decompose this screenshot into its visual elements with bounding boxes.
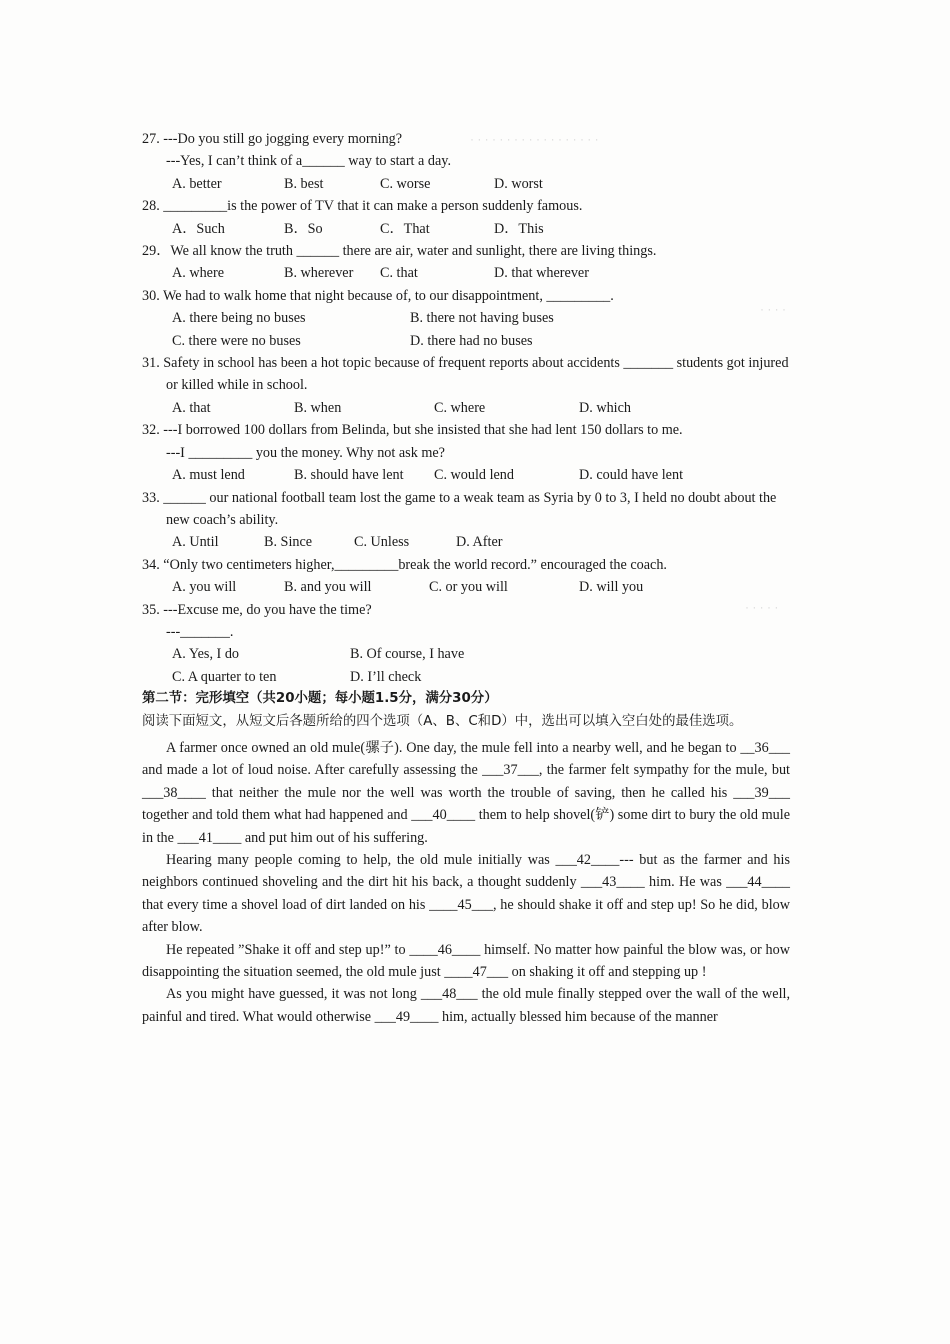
option: A. Until bbox=[172, 534, 219, 551]
option: C. that bbox=[380, 265, 418, 282]
passage-paragraph: Hearing many people coming to help, the old mule initially was ___42____--- but as the farmer and his neighbors continued shoveling and the dirt hit his back, a thought suddenly ___43____ him. He was ___44____ that every time a shovel load of dirt landed on his ____45___, he should shake it off and step up! So he did, blow after blow. bbox=[142, 852, 790, 936]
question-35 bbox=[142, 599, 790, 689]
question-line: 34. “Only two centimeters higher,_________break the world record.” encouraged the coach. bbox=[142, 556, 667, 573]
question-line: ---_______. bbox=[166, 623, 234, 640]
option: A. you will bbox=[172, 579, 237, 596]
option: D. After bbox=[456, 534, 503, 551]
option-row bbox=[142, 218, 790, 240]
option-row bbox=[142, 666, 790, 688]
option: B. should have lent bbox=[294, 467, 404, 484]
option: D．This bbox=[494, 220, 544, 237]
option: C. where bbox=[434, 399, 486, 416]
option: B. and you will bbox=[284, 579, 372, 596]
option: A．Such bbox=[172, 220, 225, 237]
question-31 bbox=[142, 352, 790, 419]
option-row bbox=[142, 330, 790, 352]
option: C．That bbox=[380, 220, 430, 237]
option: D. worst bbox=[494, 175, 543, 192]
question-33 bbox=[142, 487, 790, 554]
option: B. wherever bbox=[284, 265, 354, 282]
option: C. Unless bbox=[354, 534, 410, 551]
option-row bbox=[142, 464, 790, 486]
cloze-passage bbox=[142, 737, 790, 1028]
option: D. which bbox=[579, 399, 632, 416]
option-row bbox=[142, 262, 790, 284]
option: B. best bbox=[284, 175, 324, 192]
option-row bbox=[142, 173, 790, 195]
option: A. where bbox=[172, 265, 224, 282]
option: D. will you bbox=[579, 579, 644, 596]
bleed-through-mark: · · · · · · · · · · · · · · · · · · bbox=[470, 132, 599, 146]
question-28 bbox=[142, 195, 790, 240]
bleed-through-mark: · · · · bbox=[760, 302, 786, 316]
option-row bbox=[142, 576, 790, 598]
option: C. there were no buses bbox=[172, 332, 301, 349]
question-30 bbox=[142, 285, 790, 352]
question-line: 35. ---Excuse me, do you have the time? bbox=[142, 601, 372, 618]
question-line: ---I _________ you the money. Why not ask me? bbox=[166, 444, 445, 461]
option: D. that wherever bbox=[494, 265, 589, 282]
question-line: 29．We all know the truth ______ there are air, water and sunlight, there are living things. bbox=[142, 243, 657, 260]
option: B．So bbox=[284, 220, 323, 237]
option: C. would lend bbox=[434, 467, 514, 484]
option: C. worse bbox=[380, 175, 431, 192]
question-line: 28. _________is the power of TV that it can make a person suddenly famous. bbox=[142, 198, 583, 215]
option-row bbox=[142, 307, 790, 329]
option: A. must lend bbox=[172, 467, 245, 484]
exam-content bbox=[142, 128, 790, 1028]
question-line: 32. ---I borrowed 100 dollars from Belinda, but she insisted that she had lent 150 dollars to me. bbox=[142, 422, 683, 439]
option-row bbox=[142, 531, 790, 553]
passage-paragraph: A farmer once owned an old mule(骡子). One day, the mule fell into a nearby well, and he began to __36___ and made a lot of loud noise. After carefully assessing the ___37___, the farmer felt sympathy for the mule, but ___38____ that neither the mule nor the well was worth the trouble of saving, then he called his ___39___ together and told them what had happened and ___40____ them to help shovel(铲) some dirt to bury the old mule in the ___41____ and put him out of his suffering. bbox=[142, 739, 790, 846]
question-line: 27. ---Do you still go jogging every morning? bbox=[142, 131, 403, 147]
question-32 bbox=[142, 419, 790, 486]
option: B. when bbox=[294, 399, 342, 416]
question-line: 30. We had to walk home that night because of, to our disappointment, _________. bbox=[142, 287, 614, 304]
option: D. there had no buses bbox=[410, 332, 533, 349]
passage-paragraph: He repeated ”Shake it off and step up!” to ____46____ himself. No matter how painful the blow was, or how disappointing the situation seemed, the old mule just ____47___ on shaking it off and stepping up ! bbox=[142, 941, 790, 981]
question-27 bbox=[142, 128, 790, 195]
option: A. better bbox=[172, 175, 222, 192]
option: B. there not having buses bbox=[410, 310, 554, 327]
section-instruction: 阅读下面短文，从短文后各题所给的四个选项（A、B、C和D）中，选出可以填入空白处的最佳选项。 bbox=[142, 713, 743, 729]
option: C. A quarter to ten bbox=[172, 668, 277, 685]
option: A. there being no buses bbox=[172, 310, 306, 327]
question-29 bbox=[142, 240, 790, 285]
option-row bbox=[142, 397, 790, 419]
passage-paragraph: As you might have guessed, it was not long ___48___ the old mule finally stepped over the wall of the well, painful and tired. What would otherwise ___49____ him, actually blessed him because of the manner bbox=[142, 986, 790, 1025]
option: A. that bbox=[172, 399, 211, 416]
question-line: 31. Safety in school has been a hot topic because of frequent reports about accidents _______ students got injured or killed while in school. bbox=[142, 355, 789, 394]
bleed-through-mark: · · · · · bbox=[745, 600, 779, 614]
section-title: 第二节：完形填空（共20小题；每小题1.5分，满分30分） bbox=[142, 691, 498, 707]
option: C. or you will bbox=[429, 579, 508, 596]
option: D. I’ll check bbox=[350, 668, 422, 685]
option: B. Since bbox=[264, 534, 313, 551]
option-row bbox=[142, 643, 790, 665]
option: B. Of course, I have bbox=[350, 646, 465, 663]
question-line: ---Yes, I can’t think of a______ way to start a day. bbox=[166, 153, 452, 170]
question-line: 33. ______ our national football team lost the game to a weak team as Syria by 0 to 3, I held no doubt about the new coach’s ability. bbox=[142, 489, 777, 528]
option: D. could have lent bbox=[579, 467, 684, 484]
option: A. Yes, I do bbox=[172, 646, 240, 663]
question-34 bbox=[142, 554, 790, 599]
